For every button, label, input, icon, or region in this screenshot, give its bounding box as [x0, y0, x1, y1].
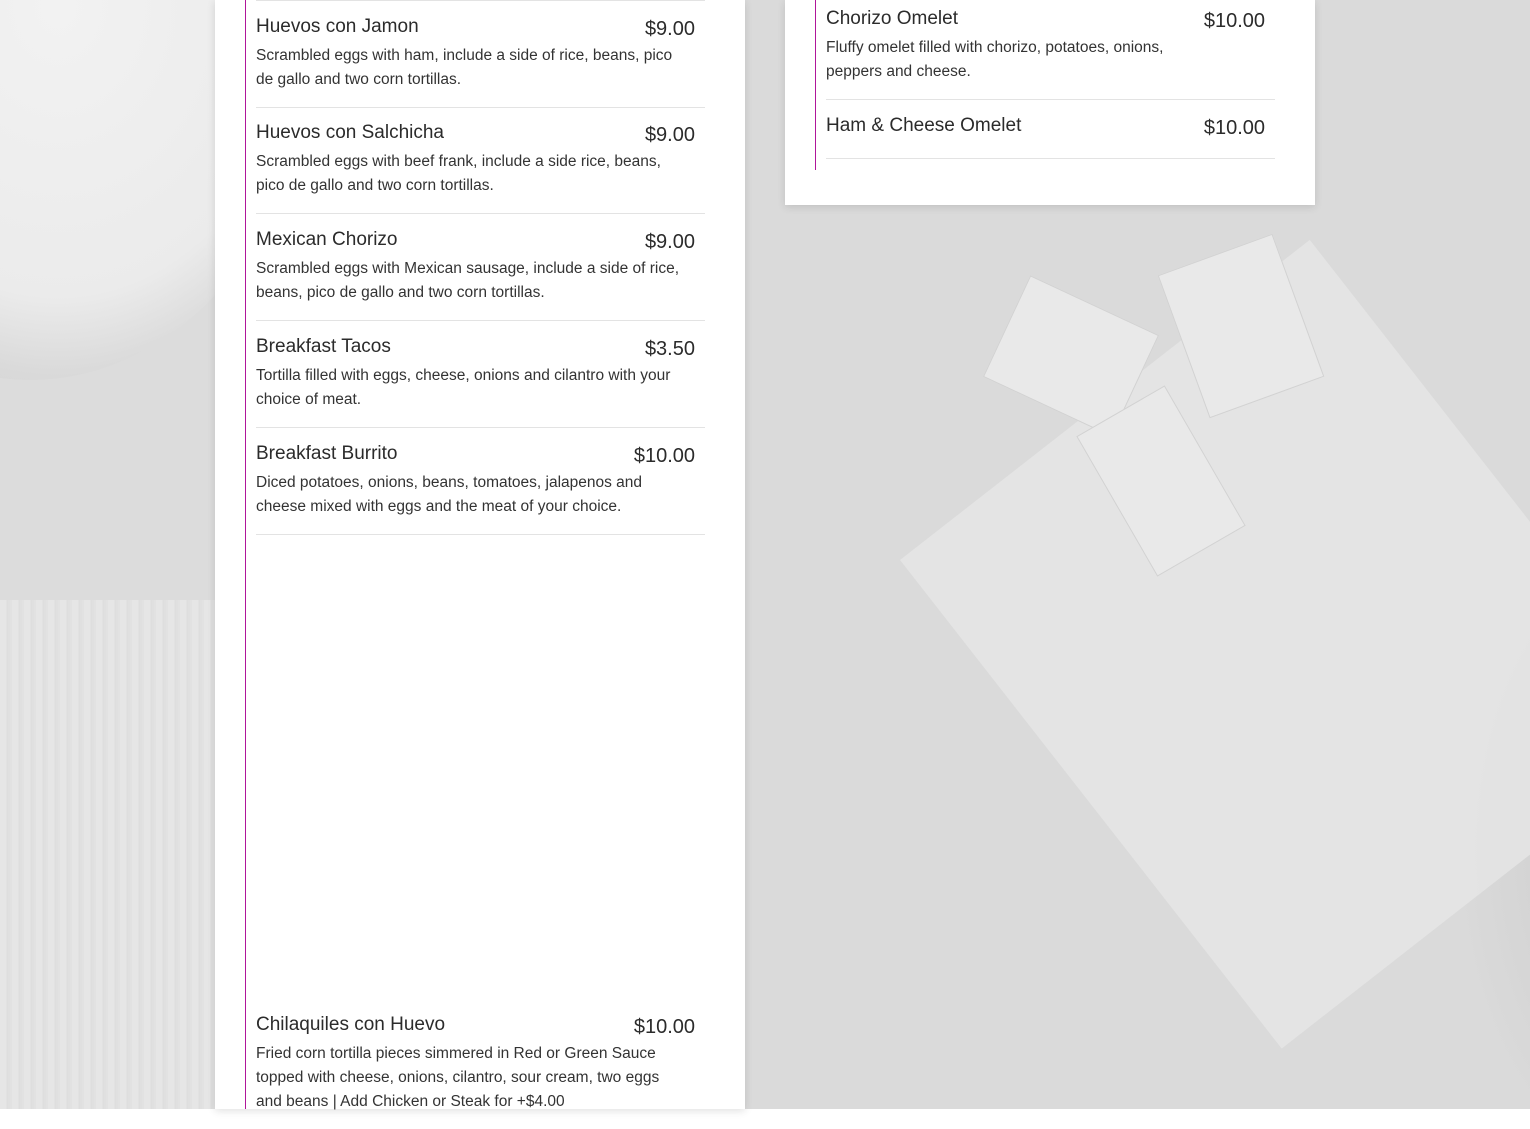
menu-item[interactable]	[826, 100, 1275, 159]
menu-item-name: Breakfast Burrito	[256, 443, 398, 464]
menu-item[interactable]	[256, 321, 705, 428]
menu-item-price: $10.00	[1203, 10, 1265, 32]
menu-item-name: Ham & Cheese Omelet	[826, 115, 1022, 136]
menu-item-name: Chilaquiles con Huevo	[256, 1014, 446, 1035]
menu-item-description: Scrambled eggs with beef frank, include a side rice, beans, pico de gallo and two corn tortillas.	[256, 153, 661, 194]
menu-item-price: $3.50	[644, 338, 695, 360]
accent-line	[815, 0, 816, 170]
menu-item-price: $9.00	[644, 124, 695, 146]
menu-item-description: Fluffy omelet filled with chorizo, potatoes, onions, peppers and cheese.	[826, 39, 1164, 80]
menu-item-description: Diced potatoes, onions, beans, tomatoes, jalapenos and cheese mixed with eggs and the meat of your choice.	[256, 474, 643, 515]
menu-item[interactable]	[256, 999, 705, 1129]
menu-item-description: Tortilla filled with eggs, cheese, onions and cilantro with your choice of meat.	[256, 367, 671, 408]
menu-item-description: Scrambled eggs with Mexican sausage, include a side of rice, beans, pico de gallo and two corn tortillas.	[256, 260, 680, 301]
menu-item[interactable]	[256, 0, 705, 108]
menu-item-description: Fried corn tortilla pieces simmered in Red or Green Sauce topped with cheese, onions, cilantro, sour cream, two eggs and beans | Add Chicken or Steak for +$4.00	[256, 1045, 660, 1110]
menu-item-price: $10.00	[1203, 117, 1265, 139]
menu-item[interactable]	[256, 107, 705, 214]
menu-section-right	[785, 0, 1315, 205]
menu-item[interactable]	[826, 0, 1275, 100]
menu-item-name: Huevos con Jamon	[256, 16, 419, 37]
menu-item-price: $9.00	[644, 231, 695, 253]
menu-item-name: Huevos con Salchicha	[256, 122, 444, 143]
menu-item-name: Chorizo Omelet	[826, 8, 958, 29]
menu-item-description: Scrambled eggs with ham, include a side of rice, beans, pico de gallo and two corn tortillas.	[256, 47, 673, 88]
menu-item-price: $10.00	[633, 1016, 695, 1038]
menu-item-price: $9.00	[644, 18, 695, 40]
menu-section-left	[215, 0, 745, 1109]
menu-item-price: $10.00	[633, 445, 695, 467]
menu-item[interactable]	[256, 428, 705, 535]
accent-line	[245, 0, 246, 1109]
background-wood-texture	[0, 600, 215, 1109]
menu-item[interactable]	[256, 214, 705, 321]
menu-item-name: Breakfast Tacos	[256, 336, 391, 357]
menu-item-name: Mexican Chorizo	[256, 229, 398, 250]
